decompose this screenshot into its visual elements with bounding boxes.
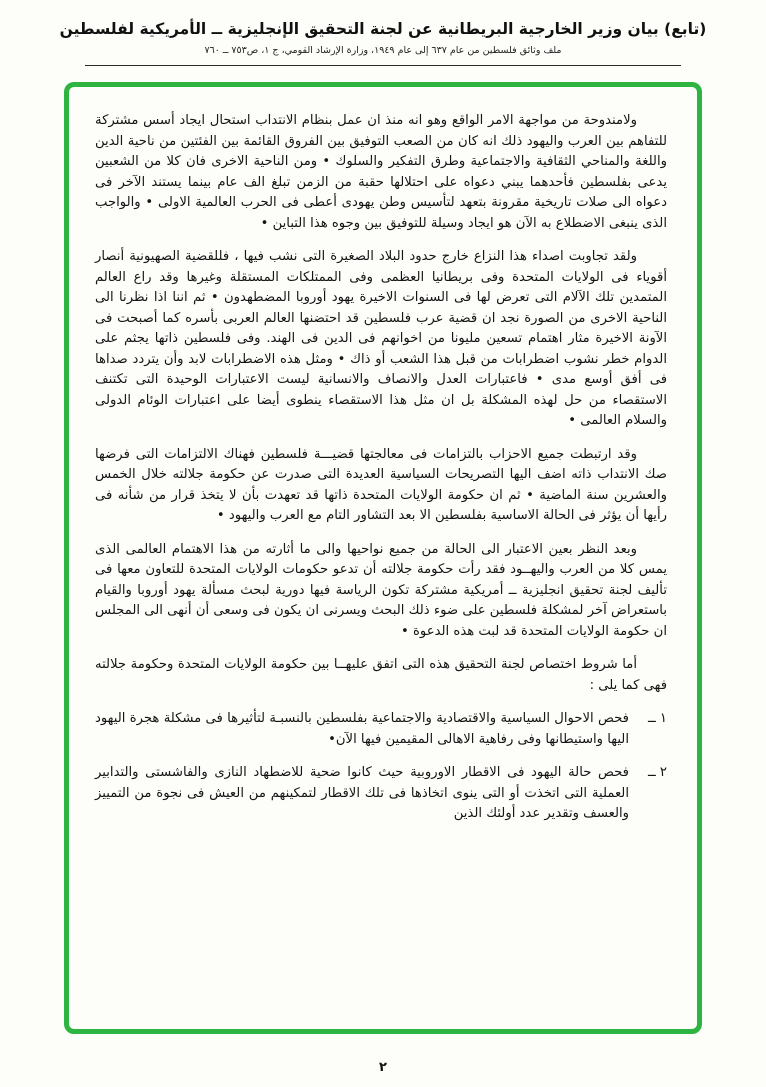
page-number: ٢	[379, 1060, 387, 1075]
paragraph-1: ولامندوحة من مواجهة الامر الواقع وهو انه منذ ان عمل بنظام الانتداب استحال ايجاد أسس مشتركة للتفاهم بين العرب واليهود ذلك انه كان من الصعب التوفيق بين الفروق القائمة بين الفئتين من ناحية الدين واللغة والمناحي الثقافية والاجتماعية وطرق التفكير والسلوك • ومن الناحية الاخرى فان كلا من الشعبين يدعى بفلسطين فأحدهما يبني دعواه على احتلالها حقبة من الزمن تبلغ الف عام بينما يستند الآخر فى دعواه الى صلات تاريخية مقرونة بتعهد لتأسيس وطن يهودى أعطى فى الحرب العالمية الاولى • والواجب الذى ينبغى الاضطلاع به الآن هو ايجاد وسيلة للتوفيق بين وجوه هذا التباين •	[95, 113, 667, 231]
list-item-1	[95, 709, 667, 750]
paragraph-2: ولقد تجاوبت اصداء هذا النزاع خارج حدود البلاد الصغيرة التى نشب فيها ، فللقضية الصهيونية أنصار أقوياء فى الولايات المتحدة وفى بريطانيا العظمى وفى الممتلكات المستقلة وغيرها وقد راع العالم المتمدين تلك الآلام التى تعرض لها فى السنوات الاخيرة يهود أوروبا المضطهدون • ثم اننا اذا نظرنا الى الناحية الاخرى من الصورة نجد ان قضية عرب فلسطين قد احتضنها العالم العربى بأسره كما أصبحت فى الآونة الاخيرة مثار اهتمام تسعين مليونا من اخوانهم فى الدين فى الهند. وفى فلسطين ذاتها يجثم على الدوام خطر نشوب اضطرابات من قبل هذا الشعب أو ذاك • ومثل هذه الاضطرابات لابد وأن يتردد صداها فى أفق أوسع مدى • فاعتبارات العدل والانصاف والانسانية ليست الاعتبارات الوحيدة التى تكتنف الاستقصاء من حل لهذه المشكلة بل ان مثل هذا الاستقصاء ينطوى أيضا على اعتبارات الوئام الدولى والسلام العالمى •	[95, 249, 667, 428]
list-item-2-number: ٢ ــ	[647, 765, 667, 780]
header-divider	[85, 65, 681, 66]
paragraph-4: وبعد النظر بعين الاعتبار الى الحالة من جميع نواحيها والى ما أثارته من هذا الاهتمام العالمى الذى يمس كلا من العرب واليهــود فقد رأت حكومة جلالته أن تدعو حكومات الولايات المتحدة للتعاون معها فى تأليف لجنة تحقيق انجليزية ــ أمريكية مشتركة تكون الرياسة فيها دورية لبحث مسألة يهود أوروبا والقيام باستعراض آخر لمشكلة فلسطين على ضوء ذلك البحث ويسرنى ان يكون فى وسعى أن أنهى الى المجلس ان حكومة الولايات المتحدة قد لبت هذه الدعوة •	[95, 541, 667, 639]
list-item-2-text: فحص حالة اليهود فى الاقطار الاوروبية حيث كانوا ضحية للاضطهاد النازى والفاشستى والتدابير العملية التى اتخذت أو التى ينوى اتخاذها فى تلك الاقطار لتمكينهم من العيش فى نجوة من التمييز والعسف وتقدير عدد أولئك الذين	[95, 765, 629, 821]
paragraph-3: وقد ارتبطت جميع الاحزاب بالتزامات فى معالجتها قضيـــة فلسطين فهناك الالتزامات التى فرضها صك الانتداب ذاته اضف اليها التصريحات السياسية العديدة التى صدرت عن حكومة جلالته خلال الخمس والعشرين سنة الماضية • ثم ان حكومة الولايات المتحدة ذاتها قد تعهدت بأن لا يتخذ قرار من شأنه فى رأيها أن يؤثر فى الحالة الاساسية بفلسطين الا بعد التشاور التام مع العرب واليهود •	[95, 446, 667, 523]
list-item-1-text: فحص الاحوال السياسية والاقتصادية والاجتماعية بفلسطين بالنسبـة لتأثيرها فى مشكلة هجرة اليهود اليها واستيطانها وفى رفاهية الاهالى المقيمين فيها الآن•	[95, 711, 629, 747]
document-title: (تابع) بيان وزير الخارجية البريطانية عن لجنة التحقيق الإنجليزية ــ الأمريكية لفلسطين	[59, 20, 707, 38]
terms-intro: أما شروط اختصاص لجنة التحقيق هذه التى اتفق عليهــا بين حكومة الولايات المتحدة وحكومة جلالته فهى كما يلى :	[95, 657, 667, 693]
highlight-annotation-box	[64, 82, 702, 1034]
source-citation: ملف وثائق فلسطين من عام ٦٣٧ إلى عام ١٩٤٩، وزارة الإرشاد القومي، ج ١، ص٧٥٣ ــ ٧٦٠	[204, 45, 562, 56]
list-item-2	[95, 763, 667, 825]
document-header	[0, 0, 766, 66]
list-item-1-number: ١ ــ	[647, 711, 667, 726]
